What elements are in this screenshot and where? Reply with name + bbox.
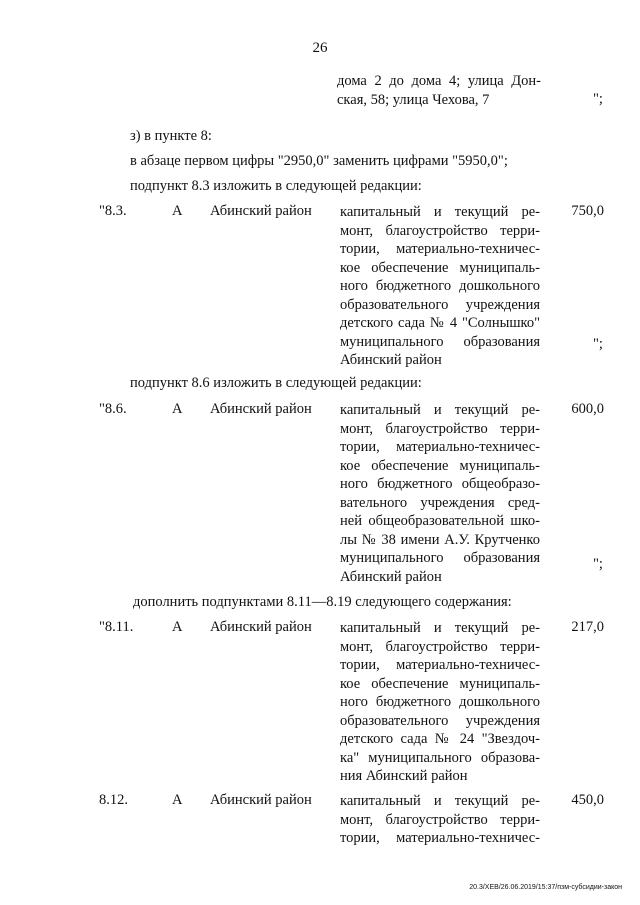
row-category: А <box>172 619 183 635</box>
description-line: кое обеспечение муниципаль- <box>340 675 540 692</box>
description-line: вательного учреждения сред- <box>340 494 540 511</box>
description-line: Абинский район <box>340 352 442 368</box>
continuation-end-mark: "; <box>593 91 603 107</box>
document-footer: 20.3/ХЕВ/26.06.2019/15:37/пзм-субсидии-закон <box>469 884 622 891</box>
paragraph-first-amendment: в абзаце первом цифры "2950,0" заменить цифрами "5950,0"; <box>130 153 508 169</box>
row-area: Абинский район <box>210 619 312 635</box>
description-line: капитальный и текущий ре- <box>340 620 540 636</box>
description-line: ного бюджетного общеобразо- <box>340 476 540 492</box>
row-area: Абинский район <box>210 401 312 417</box>
row-amount: 750,0 <box>571 203 604 219</box>
description-line: монт, благоустройство терри- <box>340 222 540 239</box>
row-number: "8.6. <box>99 401 127 417</box>
description-line: детского сада № 4 "Солнышко" <box>340 315 540 331</box>
row-number: 8.12. <box>99 792 128 808</box>
description-line: образовательного учреждения <box>340 296 540 313</box>
paragraph-z: з) в пункте 8: <box>130 128 212 144</box>
description-line: муниципального образования <box>340 333 540 350</box>
description-line: кое обеспечение муниципаль- <box>340 457 540 474</box>
description-line: ного бюджетного дошкольного <box>340 694 540 710</box>
description-line: монт, благоустройство терри- <box>340 638 540 655</box>
description-line: лы № 38 имени А.У. Крутченко <box>340 531 540 548</box>
row-amount: 450,0 <box>571 792 604 808</box>
continuation-text <box>337 72 541 109</box>
row-end-mark: "; <box>593 336 603 352</box>
description-line: детского сада № 24 "Звездоч- <box>340 731 540 747</box>
page-number: 26 <box>312 40 328 56</box>
row-end-mark: "; <box>593 556 603 572</box>
row-category: А <box>172 203 183 219</box>
row-area: Абинский район <box>210 203 312 219</box>
row-area: Абинский район <box>210 792 312 808</box>
description-line: ка" муниципального образова- <box>340 749 540 766</box>
row-category: А <box>172 792 183 808</box>
description-line: муниципального образования <box>340 550 540 566</box>
description-line: образовательного учреждения <box>340 712 540 729</box>
description-line: тории, материально-техничес- <box>340 830 540 846</box>
description-line: капитальный и текущий ре- <box>340 402 540 418</box>
row-category: А <box>172 401 183 417</box>
description-line: монт, благоустройство терри- <box>340 420 540 437</box>
description-line: капитальный и текущий ре- <box>340 793 540 809</box>
description-line: тории, материально-техничес- <box>340 241 540 257</box>
paragraph-add-subitems: дополнить подпунктами 8.11—8.19 следующего содержания: <box>133 594 512 610</box>
description-line: ния Абинский район <box>340 768 468 784</box>
description-line: капитальный и текущий ре- <box>340 204 540 220</box>
row-description <box>340 792 540 848</box>
row-description <box>340 619 540 786</box>
continuation-line-2: ская, 58; улица Чехова, 7 <box>337 91 490 108</box>
description-line: тории, материально-техничес- <box>340 439 540 455</box>
description-line: Абинский район <box>340 568 442 585</box>
continuation-line-1: дома 2 до дома 4; улица Дон- <box>337 73 541 89</box>
row-description <box>340 203 540 370</box>
row-number: "8.11. <box>99 619 134 635</box>
description-line: кое обеспечение муниципаль- <box>340 259 540 276</box>
row-amount: 217,0 <box>571 619 604 635</box>
row-number: "8.3. <box>99 203 127 219</box>
description-line: монт, благоустройство терри- <box>340 811 540 828</box>
description-line: тории, материально-техничес- <box>340 657 540 673</box>
row-description <box>340 401 540 586</box>
description-line: ней общеобразовательной шко- <box>340 513 540 529</box>
row-amount: 600,0 <box>571 401 604 417</box>
paragraph-8-6-intro: подпункт 8.6 изложить в следующей редакции: <box>130 375 422 391</box>
description-line: ного бюджетного дошкольного <box>340 278 540 294</box>
paragraph-8-3-intro: подпункт 8.3 изложить в следующей редакции: <box>130 178 422 194</box>
